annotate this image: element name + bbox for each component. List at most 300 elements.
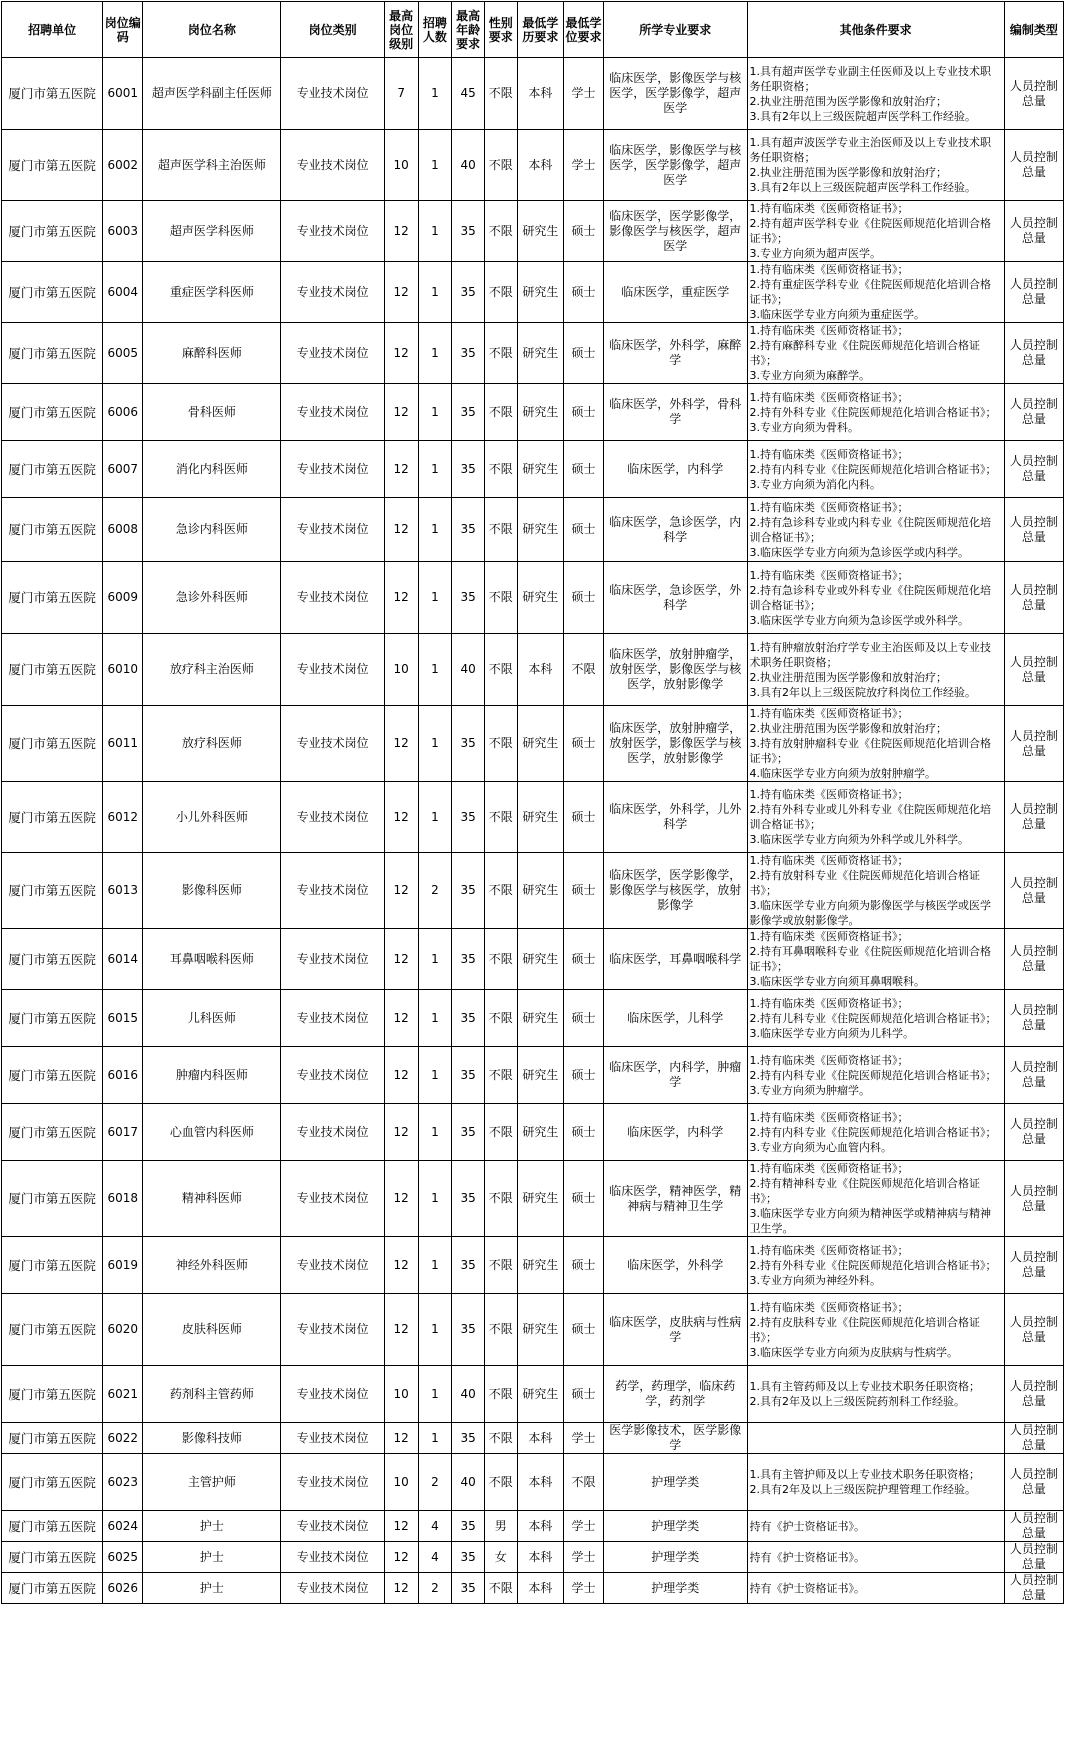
cell-age: 35 xyxy=(452,562,485,634)
table-row xyxy=(2,130,1064,201)
table-row xyxy=(2,1161,1064,1237)
cell-age: 35 xyxy=(452,498,485,562)
cell-education: 研究生 xyxy=(517,706,563,782)
cell-staffing: 人员控制总量 xyxy=(1004,562,1063,634)
cell-unit: 厦门市第五医院 xyxy=(2,1542,103,1573)
recruitment-table xyxy=(1,1,1064,1604)
cell-major: 临床医学，急诊医学，内科学 xyxy=(604,498,747,562)
cell-category: 专业技术岗位 xyxy=(281,853,384,929)
cell-education: 本科 xyxy=(517,1511,563,1542)
cell-degree: 不限 xyxy=(564,1454,604,1511)
cell-level: 12 xyxy=(384,706,418,782)
cell-name: 皮肤科医师 xyxy=(143,1294,281,1366)
cell-category: 专业技术岗位 xyxy=(281,706,384,782)
cell-level: 12 xyxy=(384,1047,418,1104)
cell-count: 1 xyxy=(418,1104,452,1161)
cell-unit: 厦门市第五医院 xyxy=(2,262,103,323)
cell-education: 研究生 xyxy=(517,1294,563,1366)
cell-other: 持有《护士资格证书》。 xyxy=(747,1542,1004,1573)
cell-major: 临床医学，内科学 xyxy=(604,1104,747,1161)
cell-count: 4 xyxy=(418,1542,452,1573)
header-name: 岗位名称 xyxy=(143,2,281,58)
cell-age: 40 xyxy=(452,1366,485,1423)
table-row xyxy=(2,634,1064,706)
cell-degree: 硕士 xyxy=(564,1366,604,1423)
cell-count: 1 xyxy=(418,562,452,634)
cell-major: 临床医学，急诊医学，外科学 xyxy=(604,562,747,634)
cell-degree: 硕士 xyxy=(564,1047,604,1104)
cell-level: 12 xyxy=(384,1161,418,1237)
cell-staffing: 人员控制总量 xyxy=(1004,1047,1063,1104)
cell-unit: 厦门市第五医院 xyxy=(2,1294,103,1366)
cell-unit: 厦门市第五医院 xyxy=(2,1423,103,1454)
cell-category: 专业技术岗位 xyxy=(281,1366,384,1423)
cell-age: 35 xyxy=(452,1294,485,1366)
cell-unit: 厦门市第五医院 xyxy=(2,323,103,384)
cell-count: 1 xyxy=(418,1161,452,1237)
header-major: 所学专业要求 xyxy=(604,2,747,58)
cell-age: 35 xyxy=(452,1161,485,1237)
cell-major: 临床医学，外科学，儿外科学 xyxy=(604,782,747,853)
cell-other: 1.持有肿瘤放射治疗学专业主治医师及以上专业技术职务任职资格； 2.执业注册范围为医学影像和放射治疗； 3.具有2年以上三级医院放疗科岗位工作经验。 xyxy=(747,634,1004,706)
cell-code: 6016 xyxy=(103,1047,143,1104)
cell-level: 10 xyxy=(384,1366,418,1423)
cell-other: 1.持有临床类《医师资格证书》； 2.持有麻醉科专业《住院医师规范化培训合格证书》； 3.专业方向须为麻醉学。 xyxy=(747,323,1004,384)
cell-category: 专业技术岗位 xyxy=(281,634,384,706)
cell-code: 6004 xyxy=(103,262,143,323)
cell-staffing: 人员控制总量 xyxy=(1004,130,1063,201)
cell-name: 护士 xyxy=(143,1511,281,1542)
cell-gender: 不限 xyxy=(484,262,517,323)
cell-major: 临床医学，医学影像学，影像医学与核医学，放射影像学 xyxy=(604,853,747,929)
cell-age: 35 xyxy=(452,782,485,853)
cell-level: 12 xyxy=(384,990,418,1047)
cell-level: 12 xyxy=(384,1423,418,1454)
cell-level: 12 xyxy=(384,498,418,562)
header-unit: 招聘单位 xyxy=(2,2,103,58)
cell-code: 6006 xyxy=(103,384,143,441)
table-row xyxy=(2,1542,1064,1573)
cell-count: 2 xyxy=(418,853,452,929)
cell-gender: 不限 xyxy=(484,1454,517,1511)
cell-other: 1.持有临床类《医师资格证书》； 2.持有内科专业《住院医师规范化培训合格证书》； 3.专业方向须为心血管内科。 xyxy=(747,1104,1004,1161)
cell-degree: 硕士 xyxy=(564,441,604,498)
cell-staffing: 人员控制总量 xyxy=(1004,1294,1063,1366)
cell-name: 护士 xyxy=(143,1542,281,1573)
cell-unit: 厦门市第五医院 xyxy=(2,1104,103,1161)
cell-name: 放疗科主治医师 xyxy=(143,634,281,706)
cell-gender: 不限 xyxy=(484,1423,517,1454)
cell-education: 本科 xyxy=(517,130,563,201)
cell-degree: 硕士 xyxy=(564,990,604,1047)
cell-other: 持有《护士资格证书》。 xyxy=(747,1511,1004,1542)
table-row xyxy=(2,1294,1064,1366)
table-row xyxy=(2,929,1064,990)
cell-other: 1.持有临床类《医师资格证书》； 2.持有儿科专业《住院医师规范化培训合格证书》； 3.临床医学专业方向须为儿科学。 xyxy=(747,990,1004,1047)
cell-other: 1.持有临床类《医师资格证书》； 2.持有内科专业《住院医师规范化培训合格证书》； 3.专业方向须为肿瘤学。 xyxy=(747,1047,1004,1104)
cell-gender: 不限 xyxy=(484,929,517,990)
cell-count: 1 xyxy=(418,262,452,323)
cell-level: 12 xyxy=(384,1294,418,1366)
cell-category: 专业技术岗位 xyxy=(281,1047,384,1104)
cell-major: 医学影像技术，医学影像学 xyxy=(604,1423,747,1454)
cell-other: 1.具有超声医学专业副主任医师及以上专业技术职务任职资格； 2.执业注册范围为医学影像和放射治疗； 3.具有2年以上三级医院超声医学科工作经验。 xyxy=(747,58,1004,130)
cell-age: 35 xyxy=(452,853,485,929)
cell-category: 专业技术岗位 xyxy=(281,262,384,323)
table-row xyxy=(2,201,1064,262)
cell-education: 研究生 xyxy=(517,262,563,323)
cell-major: 护理学类 xyxy=(604,1573,747,1604)
header-row xyxy=(2,2,1064,58)
table-row xyxy=(2,1573,1064,1604)
cell-staffing: 人员控制总量 xyxy=(1004,1237,1063,1294)
cell-gender: 不限 xyxy=(484,634,517,706)
table-row xyxy=(2,562,1064,634)
cell-code: 6009 xyxy=(103,562,143,634)
table-row xyxy=(2,706,1064,782)
cell-age: 35 xyxy=(452,201,485,262)
cell-level: 10 xyxy=(384,130,418,201)
cell-degree: 硕士 xyxy=(564,929,604,990)
table-row xyxy=(2,1454,1064,1511)
cell-age: 35 xyxy=(452,1047,485,1104)
table-row xyxy=(2,1047,1064,1104)
cell-category: 专业技术岗位 xyxy=(281,990,384,1047)
cell-other: 1.持有临床类《医师资格证书》； 2.持有重症医学科专业《住院医师规范化培训合格证书》； 3.临床医学专业方向须为重症医学。 xyxy=(747,262,1004,323)
cell-unit: 厦门市第五医院 xyxy=(2,130,103,201)
cell-major: 临床医学，放射肿瘤学，放射医学，影像医学与核医学，放射影像学 xyxy=(604,706,747,782)
cell-gender: 不限 xyxy=(484,1161,517,1237)
cell-name: 儿科医师 xyxy=(143,990,281,1047)
cell-category: 专业技术岗位 xyxy=(281,498,384,562)
cell-education: 研究生 xyxy=(517,323,563,384)
cell-unit: 厦门市第五医院 xyxy=(2,1161,103,1237)
cell-major: 临床医学，外科学 xyxy=(604,1237,747,1294)
cell-education: 研究生 xyxy=(517,384,563,441)
cell-category: 专业技术岗位 xyxy=(281,1294,384,1366)
cell-major: 临床医学，精神医学，精神病与精神卫生学 xyxy=(604,1161,747,1237)
cell-other: 1.持有临床类《医师资格证书》； 2.持有放射科专业《住院医师规范化培训合格证书》； 3.临床医学专业方向须为影像医学与核医学或医学影像学或放射影像学。 xyxy=(747,853,1004,929)
cell-level: 10 xyxy=(384,1454,418,1511)
cell-age: 35 xyxy=(452,1237,485,1294)
cell-gender: 不限 xyxy=(484,384,517,441)
cell-count: 1 xyxy=(418,1237,452,1294)
cell-gender: 不限 xyxy=(484,853,517,929)
cell-education: 研究生 xyxy=(517,1237,563,1294)
cell-staffing: 人员控制总量 xyxy=(1004,1104,1063,1161)
cell-category: 专业技术岗位 xyxy=(281,1237,384,1294)
cell-code: 6014 xyxy=(103,929,143,990)
cell-major: 临床医学，重症医学 xyxy=(604,262,747,323)
cell-code: 6021 xyxy=(103,1366,143,1423)
cell-count: 1 xyxy=(418,441,452,498)
cell-education: 研究生 xyxy=(517,929,563,990)
cell-name: 耳鼻咽喉科医师 xyxy=(143,929,281,990)
cell-level: 12 xyxy=(384,441,418,498)
cell-name: 护士 xyxy=(143,1573,281,1604)
cell-count: 1 xyxy=(418,1366,452,1423)
cell-gender: 不限 xyxy=(484,323,517,384)
cell-category: 专业技术岗位 xyxy=(281,384,384,441)
cell-age: 40 xyxy=(452,634,485,706)
cell-staffing: 人员控制总量 xyxy=(1004,384,1063,441)
cell-name: 药剂科主管药师 xyxy=(143,1366,281,1423)
cell-name: 放疗科医师 xyxy=(143,706,281,782)
cell-other: 1.具有主管药师及以上专业技术职务任职资格； 2.具有2年及以上三级医院药剂科工作经验。 xyxy=(747,1366,1004,1423)
cell-level: 12 xyxy=(384,853,418,929)
cell-code: 6019 xyxy=(103,1237,143,1294)
cell-name: 急诊内科医师 xyxy=(143,498,281,562)
cell-unit: 厦门市第五医院 xyxy=(2,1454,103,1511)
cell-major: 护理学类 xyxy=(604,1511,747,1542)
cell-name: 急诊外科医师 xyxy=(143,562,281,634)
header-category: 岗位类别 xyxy=(281,2,384,58)
cell-category: 专业技术岗位 xyxy=(281,929,384,990)
table-row xyxy=(2,323,1064,384)
header-education: 最低学历要求 xyxy=(517,2,563,58)
cell-age: 35 xyxy=(452,1542,485,1573)
cell-level: 7 xyxy=(384,58,418,130)
cell-major: 临床医学，外科学，麻醉学 xyxy=(604,323,747,384)
cell-code: 6018 xyxy=(103,1161,143,1237)
table-row xyxy=(2,1366,1064,1423)
cell-gender: 不限 xyxy=(484,1573,517,1604)
cell-other: 1.持有临床类《医师资格证书》； 2.执业注册范围为医学影像和放射治疗； 3.持有放射肿瘤科专业《住院医师规范化培训合格证书》； 4.临床医学专业方向须为放射肿瘤学。 xyxy=(747,706,1004,782)
table-row xyxy=(2,262,1064,323)
cell-education: 本科 xyxy=(517,1454,563,1511)
cell-name: 影像科技师 xyxy=(143,1423,281,1454)
cell-staffing: 人员控制总量 xyxy=(1004,1511,1063,1542)
cell-code: 6013 xyxy=(103,853,143,929)
header-code: 岗位编码 xyxy=(103,2,143,58)
cell-unit: 厦门市第五医院 xyxy=(2,1047,103,1104)
cell-education: 研究生 xyxy=(517,1366,563,1423)
cell-gender: 不限 xyxy=(484,441,517,498)
cell-staffing: 人员控制总量 xyxy=(1004,262,1063,323)
cell-gender: 不限 xyxy=(484,706,517,782)
cell-code: 6017 xyxy=(103,1104,143,1161)
cell-age: 35 xyxy=(452,706,485,782)
cell-education: 研究生 xyxy=(517,1104,563,1161)
cell-code: 6015 xyxy=(103,990,143,1047)
cell-degree: 硕士 xyxy=(564,1161,604,1237)
cell-age: 35 xyxy=(452,1423,485,1454)
table-row xyxy=(2,498,1064,562)
cell-category: 专业技术岗位 xyxy=(281,782,384,853)
cell-gender: 不限 xyxy=(484,1366,517,1423)
cell-code: 6007 xyxy=(103,441,143,498)
cell-other: 持有《护士资格证书》。 xyxy=(747,1573,1004,1604)
cell-name: 超声医学科主治医师 xyxy=(143,130,281,201)
cell-other: 1.持有临床类《医师资格证书》； 2.持有超声医学科专业《住院医师规范化培训合格证书》； 3.专业方向须为超声医学。 xyxy=(747,201,1004,262)
cell-count: 1 xyxy=(418,634,452,706)
cell-level: 12 xyxy=(384,1573,418,1604)
cell-count: 1 xyxy=(418,1423,452,1454)
cell-unit: 厦门市第五医院 xyxy=(2,562,103,634)
cell-staffing: 人员控制总量 xyxy=(1004,498,1063,562)
cell-major: 临床医学，皮肤病与性病学 xyxy=(604,1294,747,1366)
cell-code: 6022 xyxy=(103,1423,143,1454)
cell-staffing: 人员控制总量 xyxy=(1004,853,1063,929)
cell-staffing: 人员控制总量 xyxy=(1004,1366,1063,1423)
cell-count: 1 xyxy=(418,1047,452,1104)
cell-education: 研究生 xyxy=(517,201,563,262)
cell-level: 10 xyxy=(384,634,418,706)
cell-education: 研究生 xyxy=(517,1047,563,1104)
cell-age: 35 xyxy=(452,1573,485,1604)
cell-level: 12 xyxy=(384,1104,418,1161)
cell-staffing: 人员控制总量 xyxy=(1004,1423,1063,1454)
cell-degree: 硕士 xyxy=(564,1104,604,1161)
cell-gender: 女 xyxy=(484,1542,517,1573)
cell-name: 神经外科医师 xyxy=(143,1237,281,1294)
cell-other xyxy=(747,1423,1004,1454)
cell-staffing: 人员控制总量 xyxy=(1004,1542,1063,1573)
cell-other: 1.持有临床类《医师资格证书》； 2.持有急诊科专业或内科专业《住院医师规范化培训合格证书》； 3.临床医学专业方向须为急诊医学或内科学。 xyxy=(747,498,1004,562)
cell-degree: 学士 xyxy=(564,1511,604,1542)
table-row xyxy=(2,441,1064,498)
cell-code: 6010 xyxy=(103,634,143,706)
cell-staffing: 人员控制总量 xyxy=(1004,323,1063,384)
cell-level: 12 xyxy=(384,1542,418,1573)
cell-unit: 厦门市第五医院 xyxy=(2,441,103,498)
cell-major: 临床医学，内科学，肿瘤学 xyxy=(604,1047,747,1104)
cell-other: 1.持有临床类《医师资格证书》； 2.持有皮肤科专业《住院医师规范化培训合格证书》； 3.临床医学专业方向须为皮肤病与性病学。 xyxy=(747,1294,1004,1366)
cell-degree: 硕士 xyxy=(564,706,604,782)
cell-degree: 硕士 xyxy=(564,782,604,853)
cell-count: 1 xyxy=(418,58,452,130)
cell-category: 专业技术岗位 xyxy=(281,1573,384,1604)
cell-name: 骨科医师 xyxy=(143,384,281,441)
cell-unit: 厦门市第五医院 xyxy=(2,384,103,441)
cell-major: 临床医学，耳鼻咽喉科学 xyxy=(604,929,747,990)
cell-degree: 硕士 xyxy=(564,1294,604,1366)
cell-age: 40 xyxy=(452,130,485,201)
cell-other: 1.持有临床类《医师资格证书》； 2.持有外科专业或儿外科专业《住院医师规范化培训合格证书》； 3.临床医学专业方向须为外科学或儿外科学。 xyxy=(747,782,1004,853)
cell-category: 专业技术岗位 xyxy=(281,441,384,498)
cell-count: 1 xyxy=(418,782,452,853)
table-row xyxy=(2,1423,1064,1454)
cell-education: 本科 xyxy=(517,1573,563,1604)
header-age: 最高年龄要求 xyxy=(452,2,485,58)
cell-unit: 厦门市第五医院 xyxy=(2,782,103,853)
header-level: 最高岗位级别 xyxy=(384,2,418,58)
cell-code: 6020 xyxy=(103,1294,143,1366)
cell-staffing: 人员控制总量 xyxy=(1004,1573,1063,1604)
cell-level: 12 xyxy=(384,562,418,634)
header-degree: 最低学位要求 xyxy=(564,2,604,58)
cell-education: 本科 xyxy=(517,634,563,706)
cell-degree: 硕士 xyxy=(564,323,604,384)
cell-staffing: 人员控制总量 xyxy=(1004,634,1063,706)
cell-category: 专业技术岗位 xyxy=(281,323,384,384)
cell-education: 本科 xyxy=(517,1542,563,1573)
cell-staffing: 人员控制总量 xyxy=(1004,782,1063,853)
cell-age: 35 xyxy=(452,323,485,384)
cell-unit: 厦门市第五医院 xyxy=(2,498,103,562)
cell-name: 主管护师 xyxy=(143,1454,281,1511)
cell-gender: 不限 xyxy=(484,782,517,853)
cell-staffing: 人员控制总量 xyxy=(1004,929,1063,990)
cell-gender: 不限 xyxy=(484,562,517,634)
header-count: 招聘人数 xyxy=(418,2,452,58)
cell-level: 12 xyxy=(384,1511,418,1542)
cell-code: 6011 xyxy=(103,706,143,782)
cell-category: 专业技术岗位 xyxy=(281,1542,384,1573)
cell-education: 本科 xyxy=(517,58,563,130)
cell-code: 6003 xyxy=(103,201,143,262)
cell-age: 45 xyxy=(452,58,485,130)
cell-category: 专业技术岗位 xyxy=(281,1511,384,1542)
cell-staffing: 人员控制总量 xyxy=(1004,441,1063,498)
cell-count: 1 xyxy=(418,384,452,441)
cell-code: 6023 xyxy=(103,1454,143,1511)
cell-other: 1.持有临床类《医师资格证书》； 2.持有外科专业《住院医师规范化培训合格证书》； 3.专业方向须为神经外科。 xyxy=(747,1237,1004,1294)
cell-gender: 男 xyxy=(484,1511,517,1542)
cell-other: 1.具有超声波医学专业主治医师及以上专业技术职务任职资格； 2.执业注册范围为医学影像和放射治疗； 3.具有2年以上三级医院超声医学科工作经验。 xyxy=(747,130,1004,201)
cell-code: 6002 xyxy=(103,130,143,201)
cell-age: 35 xyxy=(452,1511,485,1542)
cell-count: 1 xyxy=(418,130,452,201)
cell-category: 专业技术岗位 xyxy=(281,1161,384,1237)
cell-staffing: 人员控制总量 xyxy=(1004,990,1063,1047)
cell-gender: 不限 xyxy=(484,201,517,262)
cell-degree: 硕士 xyxy=(564,853,604,929)
cell-category: 专业技术岗位 xyxy=(281,201,384,262)
cell-name: 超声医学科副主任医师 xyxy=(143,58,281,130)
cell-education: 本科 xyxy=(517,1423,563,1454)
cell-unit: 厦门市第五医院 xyxy=(2,706,103,782)
cell-major: 临床医学，外科学，骨科学 xyxy=(604,384,747,441)
cell-name: 超声医学科医师 xyxy=(143,201,281,262)
cell-code: 6012 xyxy=(103,782,143,853)
cell-name: 精神科医师 xyxy=(143,1161,281,1237)
cell-gender: 不限 xyxy=(484,498,517,562)
cell-other: 1.持有临床类《医师资格证书》； 2.持有精神科专业《住院医师规范化培训合格证书》； 3.临床医学专业方向须为精神医学或精神病与精神卫生学。 xyxy=(747,1161,1004,1237)
cell-major: 药学，药理学，临床药学，药剂学 xyxy=(604,1366,747,1423)
cell-unit: 厦门市第五医院 xyxy=(2,929,103,990)
cell-count: 1 xyxy=(418,323,452,384)
cell-category: 专业技术岗位 xyxy=(281,1104,384,1161)
cell-degree: 硕士 xyxy=(564,1237,604,1294)
cell-degree: 学士 xyxy=(564,130,604,201)
cell-staffing: 人员控制总量 xyxy=(1004,201,1063,262)
cell-code: 6008 xyxy=(103,498,143,562)
cell-age: 35 xyxy=(452,441,485,498)
cell-unit: 厦门市第五医院 xyxy=(2,58,103,130)
cell-degree: 学士 xyxy=(564,1423,604,1454)
cell-gender: 不限 xyxy=(484,1237,517,1294)
cell-unit: 厦门市第五医院 xyxy=(2,1511,103,1542)
cell-other: 1.具有主管护师及以上专业技术职务任职资格； 2.具有2年及以上三级医院护理管理工作经验。 xyxy=(747,1454,1004,1511)
cell-major: 临床医学，影像医学与核医学，医学影像学，超声医学 xyxy=(604,58,747,130)
cell-degree: 硕士 xyxy=(564,201,604,262)
cell-name: 重症医学科医师 xyxy=(143,262,281,323)
cell-other: 1.持有临床类《医师资格证书》； 2.持有急诊科专业或外科专业《住院医师规范化培训合格证书》； 3.临床医学专业方向须为急诊医学或外科学。 xyxy=(747,562,1004,634)
cell-degree: 硕士 xyxy=(564,562,604,634)
cell-unit: 厦门市第五医院 xyxy=(2,201,103,262)
cell-age: 35 xyxy=(452,990,485,1047)
cell-major: 临床医学，影像医学与核医学，医学影像学，超声医学 xyxy=(604,130,747,201)
cell-count: 1 xyxy=(418,706,452,782)
cell-level: 12 xyxy=(384,929,418,990)
table-row xyxy=(2,853,1064,929)
cell-staffing: 人员控制总量 xyxy=(1004,1161,1063,1237)
cell-degree: 硕士 xyxy=(564,498,604,562)
cell-unit: 厦门市第五医院 xyxy=(2,1366,103,1423)
cell-major: 临床医学，儿科学 xyxy=(604,990,747,1047)
cell-category: 专业技术岗位 xyxy=(281,562,384,634)
